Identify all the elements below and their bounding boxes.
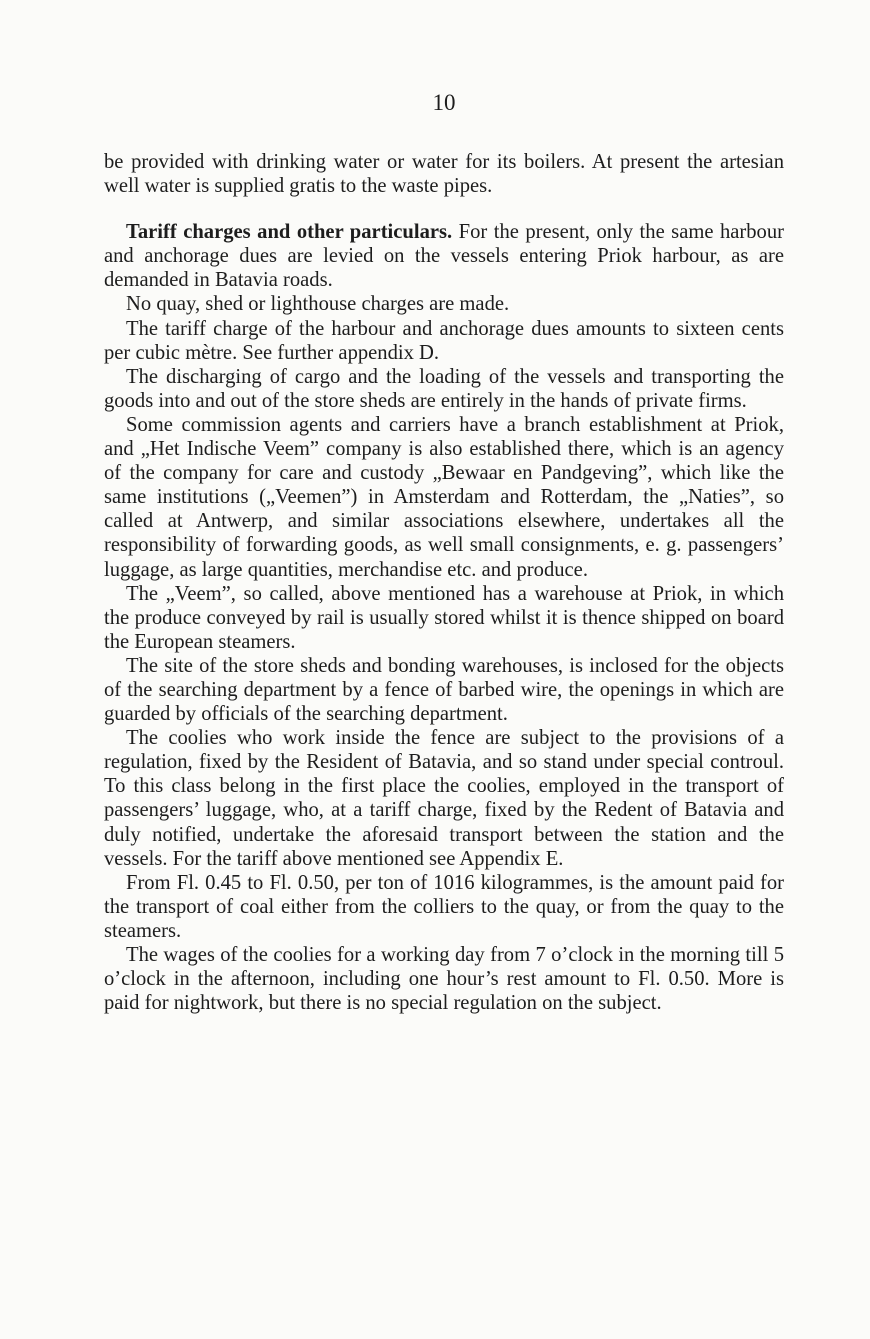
paragraph-cargo-handling: The discharging of cargo and the loading of the vessels and transporting the goods into and out of the store sheds are entirely in the hands of private firms.	[104, 365, 784, 412]
page-number: 10	[432, 90, 456, 115]
paragraph-tariff-intro-text: For the present, only the same harbour and anchorage dues are levied on the vessels entering Priok harbour, as are demanded in Batavia roads.	[104, 221, 785, 292]
page	[104, 88, 784, 1015]
paragraph-coolies-regulation: The coolies who work inside the fence are subject to the provisions of a regulation, fixed by the Resident of Batavia, and so stand under special controul. To this class belong in the first place the coolies, employed in the transport of passengers’ luggage, who, at a tariff charge, fixed by the Redent of Batavia and duly notified, undertake the aforesaid transport between the station and the vessels. For the tariff above mentioned see Appendix E.	[104, 727, 784, 870]
paragraph-coal-transport: From Fl. 0.45 to Fl. 0.50, per ton of 1016 kilogrammes, is the amount paid for the transport of coal either from the colliers to the quay, or from the quay to the steamers.	[104, 871, 784, 942]
paragraph-continuation: be provided with drinking water or water for its boilers. At present the artesian well water is supplied gratis to the waste pipes.	[104, 151, 784, 198]
paragraph-store-sheds: The site of the store sheds and bonding warehouses, is inclosed for the objects of the searching department by a fence of barbed wire, the openings in which are guarded by officials of the searching department.	[104, 654, 784, 726]
paragraph-tariff-intro	[104, 220, 784, 292]
paragraph-tariff-amount: The tariff charge of the harbour and anchorage dues amounts to sixteen cents per cubic mètre. See further appendix D.	[104, 317, 784, 364]
section-heading: Tariff charges and other particulars.	[126, 221, 453, 244]
paragraph-wages: The wages of the coolies for a working day from 7 o’clock in the morning till 5 o’clock in the afternoon, including one hour’s rest amount to Fl. 0.50. More is paid for nightwork, but there is no special regulation on the subject.	[104, 944, 784, 1015]
paragraph-no-charges: No quay, shed or lighthouse charges are made.	[126, 293, 510, 316]
paragraph-commission-agents: Some commission agents and carriers have a branch establishment at Priok, and „Het Indische Veem” company is also established there, which is an agency of the company for care and custody „Bewaar en Pandgeving”, which like the same institutions („Veemen”) in Amsterdam and Rotterdam, the „Naties”, so called at Antwerp, and similar associations elsewhere, undertakes all the responsibility of forwarding goods, as well small consignments, e. g. passengers’ luggage, as large quantities, merchandise etc. and produce.	[104, 413, 784, 581]
paragraph-veem-warehouse: The „Veem”, so called, above mentioned has a warehouse at Priok, in which the produce conveyed by rail is usually stored whilst it is thence shipped on board the European steamers.	[104, 582, 784, 653]
